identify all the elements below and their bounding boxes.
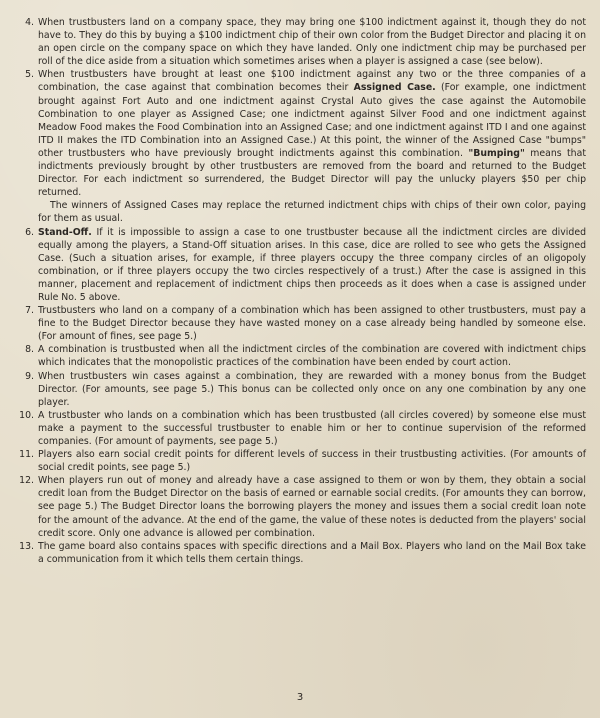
rule-number: 13.	[19, 540, 34, 552]
rule-term: Assigned Case.	[353, 82, 436, 94]
rule-text	[38, 409, 586, 448]
rule-number: 10.	[19, 409, 34, 421]
rule-number: 5.	[25, 69, 34, 81]
rule-text-segment: When players run out of money and already have a case assigned to them or won by them, they obtain a social credit loan from the Budget Director on the basis of earned or earnable social credits. (For amounts they can borrow, see page 5.) The Budget Director loans the borrowing players the money and issues them a social credit loan note for the amount of the advance. At the end of the game, the value of these notes is deducted from the players' social credit score. Only one advance is allowed per combination.	[38, 475, 586, 539]
rule-text-segment: When trustbusters win cases against a combination, they are rewarded with a money bonus from the Budget Director. (For amounts, see page 5.) This bonus can be collected only once on any one combination by any one player.	[38, 370, 586, 408]
rule-item	[16, 68, 586, 225]
rules-list	[16, 16, 586, 566]
rule-text	[38, 304, 586, 343]
rule-text-segment: When trustbusters have brought at least one $100 indictment against any two or the three companies of a combination, the case against that combination becomes their	[38, 69, 586, 94]
rule-text	[38, 226, 586, 305]
rule-item	[16, 304, 586, 343]
rule-number: 4.	[25, 17, 34, 28]
rule-text-segment: Players also earn social credit points for different levels of success in their trustbusting activities. (For amounts of social credit points, see page 5.)	[38, 449, 586, 474]
rule-text	[38, 540, 586, 566]
rule-text	[38, 448, 586, 474]
rule-number: 6.	[25, 226, 34, 238]
rule-text-segment: (For example, one indictment brought against Fort Auto and one indictment against Crystal Auto gives the case against the Automobile Combination to one player as Assigned Case; one indictment against Silver Food and one indictment against Meadow Food makes the Food Combination into an Assigned Case; and one indictment against ITD I and one against ITD II makes the ITD Combination into an Assigned Case.) At this point, the winner of the Assigned Case "bumps" other trustbusters who have previously brought indictments against this combination.	[38, 82, 586, 159]
rule-text-segment: The game board also contains spaces with specific directions and a Mail Box. Players who land on the Mail Box take a communication from it which tells them certain things.	[38, 540, 586, 565]
rule-text-segment: When trustbusters land on a company space, they may bring one $100 indictment against it, though they do not have to. They do this by buying a $100 indictment chip of their own color from the Budget Director and placing it on an open circle on the company space on which they have landed. Only one indictment chip may be purchased per roll of the dice aside from a situation which sometimes arises when a player is assigned a case (see below).	[38, 17, 586, 68]
rule-item	[16, 343, 586, 369]
rule-text-segment: If it is impossible to assign a case to one trustbuster because all the indictment circles are divided equally among the players, a Stand-Off situation arises. In this case, dice are rolled to see who gets the Assigned Case. (Such a situation arises, for example, if three players occupy the three company circles of an oligopoly combination, or if three players occupy the two circles respectively of a trust.) After the case is assigned in this manner, placement and replacement of indictment chips then proceeds as it does when a case is assigned under Rule No. 5 above.	[38, 226, 586, 303]
rule-continuation: The winners of Assigned Cases may replace the returned indictment chips with chips of their own color, paying for them as usual.	[38, 200, 586, 225]
rule-item	[16, 474, 586, 539]
rule-item	[16, 16, 586, 68]
rule-number: 9.	[25, 370, 34, 382]
rule-number: 8.	[25, 344, 34, 356]
rule-text	[38, 16, 586, 68]
rule-item	[16, 226, 586, 305]
rule-text	[38, 343, 586, 369]
rule-term: "Bumping"	[468, 147, 525, 159]
rule-text-segment: Trustbusters who land on a company of a combination which has been assigned to other trustbusters, must pay a fine to the Budget Director because they have wasted money on a case already being handled by someone else. (For amount of fines, see page 5.)	[38, 305, 586, 343]
rule-item	[16, 409, 586, 448]
rule-text	[38, 370, 586, 409]
rule-text	[38, 68, 586, 199]
rule-text-segment: A trustbuster who lands on a combination which has been trustbusted (all circles covered) by someone else must make a payment to the successful trustbuster to enable him or her to continue supervision of the reformed companies. (For amount of payments, see page 5.)	[38, 409, 586, 447]
rule-number: 11.	[19, 449, 34, 461]
rule-item	[16, 370, 586, 409]
page-number: 3	[296, 692, 304, 703]
rule-text	[38, 474, 586, 539]
rule-number: 12.	[19, 475, 34, 487]
rule-term: Stand-Off.	[38, 226, 92, 238]
rule-text-segment: A combination is trustbusted when all the indictment circles of the combination are covered with indictment chips which indicates that the monopolistic practices of the combination have been ended by court action.	[38, 344, 586, 369]
rule-number: 7.	[25, 305, 34, 317]
rule-item	[16, 448, 586, 474]
rule-text-segment: means that indictments previously brought by other trustbusters are removed from the board and returned to the Budget Director. For each indictment so surrendered, the Budget Director will pay the unlucky players $50 per chip returned.	[38, 147, 586, 199]
rule-item	[16, 540, 586, 566]
